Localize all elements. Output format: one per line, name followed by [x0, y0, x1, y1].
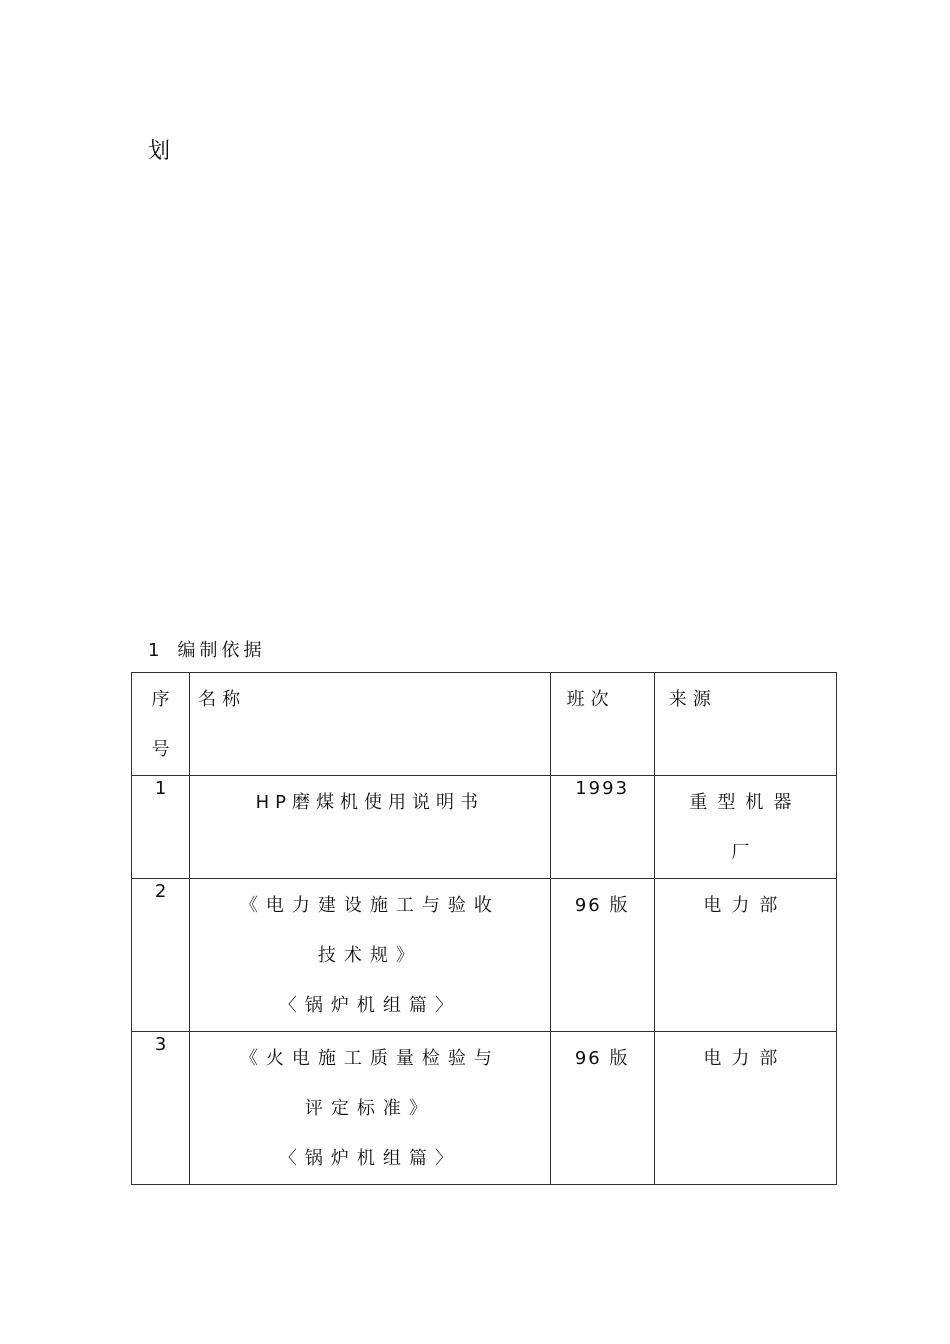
table-row	[132, 776, 837, 879]
row-edition-cell: 1993	[550, 776, 654, 879]
row-name-line: 技术规》	[317, 945, 422, 966]
row-source-cell	[654, 776, 836, 879]
row-name-line: 〈锅炉机组篇〉	[278, 1148, 461, 1169]
row-name-line: 《电力建设施工与验收	[239, 895, 500, 916]
row-seq-cell: 1	[132, 776, 190, 879]
section-number: 1	[148, 640, 160, 661]
row-name-line: 评定标准》	[304, 1098, 435, 1119]
row-source-line: 电力部	[703, 895, 788, 916]
header-name-cell: 名称	[190, 673, 551, 776]
row-name-cell	[190, 879, 551, 1032]
header-source-cell: 来源	[654, 673, 836, 776]
row-edition-cell: 96 版	[550, 879, 654, 1032]
header-seq-line: 号	[151, 739, 170, 760]
row-source-line: 电力部	[703, 1048, 788, 1069]
section-heading	[148, 636, 265, 662]
row-name-line: 《火电施工质量检验与	[239, 1048, 500, 1069]
row-source-line: 厂	[731, 842, 760, 863]
row-name-line: HP磨煤机使用说明书	[255, 792, 485, 813]
row-seq-cell: 2	[132, 879, 190, 1032]
page-fragment-text: 划	[148, 139, 171, 164]
header-seq-cell	[132, 673, 190, 776]
row-seq-cell: 3	[132, 1032, 190, 1185]
compilation-basis-table	[131, 672, 837, 1185]
table-header-row	[132, 673, 837, 776]
table-row	[132, 1032, 837, 1185]
section-title: 编制依据	[177, 640, 266, 661]
header-edition-cell: 班次	[550, 673, 654, 776]
row-source-cell	[654, 879, 836, 1032]
row-edition-cell: 96 版	[550, 1032, 654, 1185]
table-row	[132, 879, 837, 1032]
row-source-line: 重型机器	[689, 792, 802, 813]
row-source-cell	[654, 1032, 836, 1185]
row-name-line: 〈锅炉机组篇〉	[278, 995, 461, 1016]
row-name-cell	[190, 1032, 551, 1185]
header-seq-line: 序	[151, 689, 170, 710]
row-name-cell	[190, 776, 551, 879]
